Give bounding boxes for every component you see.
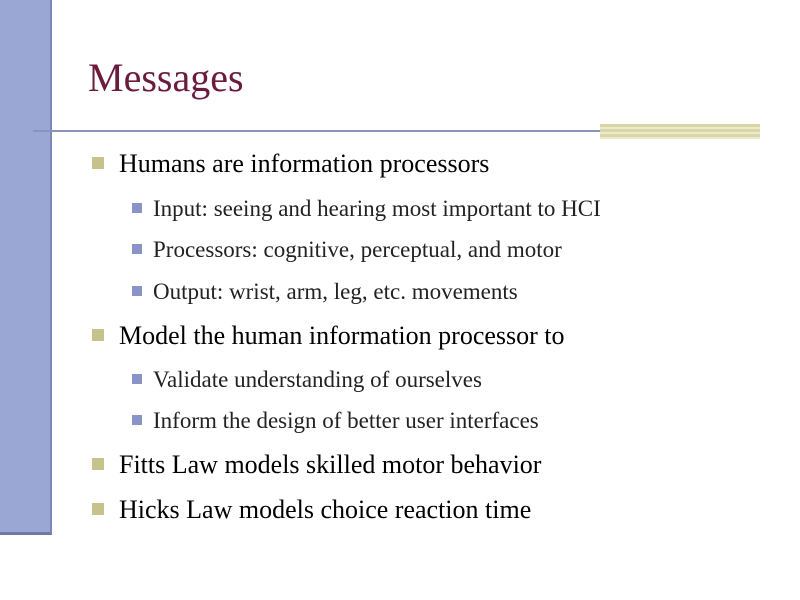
- small-square-bullet-icon: [132, 374, 142, 384]
- bullet-text: Fitts Law models skilled motor behavior: [119, 450, 542, 479]
- bullet-text: Humans are information processors: [119, 149, 490, 178]
- bullet-text: Hicks Law models choice reaction time: [119, 495, 532, 524]
- sub-bullet-text: Input: seeing and hearing most important to HCI: [153, 196, 601, 221]
- square-bullet-icon: [92, 503, 104, 515]
- sub-bullet-text: Processors: cognitive, perceptual, and motor: [153, 237, 562, 262]
- slide-title: Messages: [88, 55, 244, 100]
- square-bullet-icon: [92, 329, 104, 341]
- sub-bullet-text: Validate understanding of ourselves: [153, 367, 482, 392]
- sub-bullet-text: Output: wrist, arm, leg, etc. movements: [153, 279, 518, 304]
- sub-bullet-text: Inform the design of better user interfaces: [153, 408, 539, 433]
- small-square-bullet-icon: [132, 203, 142, 213]
- small-square-bullet-icon: [132, 415, 142, 425]
- bullet-text: Model the human information processor to: [119, 321, 565, 350]
- small-square-bullet-icon: [132, 286, 142, 296]
- square-bullet-icon: [92, 458, 104, 470]
- small-square-bullet-icon: [132, 244, 142, 254]
- square-bullet-icon: [92, 157, 104, 169]
